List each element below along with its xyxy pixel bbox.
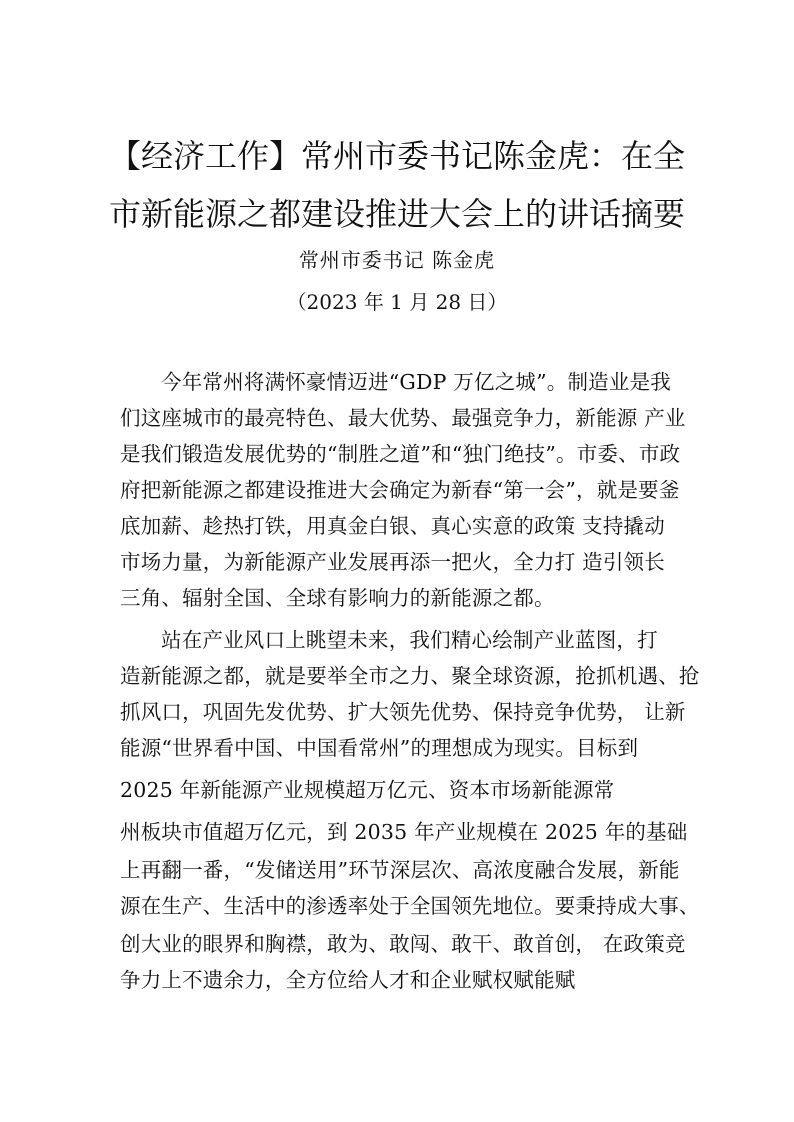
body-line: 市场力量，为新能源产业发展再添一把火，全力打 造引领长 (120, 550, 665, 574)
body-line: 三角、辐射全国、全球有影响力的新能源之都。 (120, 586, 555, 610)
body-line: 是我们锻造发展优势的“制胜之道”和“独门绝技”。市委、市政 (120, 442, 681, 466)
body-line: 2025 年新能源产业规模超万亿元、资本市场新能源常 (120, 778, 615, 802)
body-line: 造新能源之都，就是要举全市之力、聚全球资源，抢抓机遇、抢 (120, 664, 700, 688)
document-date: （2023 年 1 月 28 日） (286, 290, 508, 314)
body-line: 能源“世界看中国、中国看常州”的理想成为现实。目标到 (120, 736, 639, 760)
body-line: 上再翻一番，“发储送用”环节深层次、高浓度融合发展，新能 (120, 858, 680, 882)
body-line: 们这座城市的最亮特色、最大优势、最强竞争力，新能源 产业 (120, 406, 686, 430)
document-author: 常州市委书记 陈金虎 (298, 248, 496, 272)
body-line: 底加薪、趁热打铁，用真金白银、真心实意的政策 支持撬动 (120, 514, 665, 538)
body-line: 府把新能源之都建设推进大会确定为新春“第一会”，就是要釜 (120, 478, 680, 502)
document-title-line-1: 【经济工作】常州市委书记陈金虎：在全 (108, 137, 685, 175)
body-line: 争力上不遗余力，全方位给人才和企业赋权赋能赋 (120, 968, 576, 992)
document-title-line-2: 市新能源之都建设推进大会上的讲话摘要 (108, 195, 685, 233)
body-line: 抓风口，巩固先发优势、扩大领先优势、保持竞争优势， 让新 (120, 700, 686, 724)
body-line: 源在生产、生活中的渗透率处于全国领先地位。要秉持成大事、 (120, 894, 700, 918)
body-line: 今年常州将满怀豪情迈进“GDP 万亿之城”。制造业是我 (161, 370, 671, 394)
body-line: 创大业的眼界和胸襟，敢为、敢闯、敢干、敢首创， 在政策竞 (120, 932, 686, 956)
body-line: 站在产业风口上眺望未来，我们精心绘制产业蓝图，打 (161, 628, 658, 652)
body-line: 州板块市值超万亿元，到 2035 年产业规模在 2025 年的基础 (120, 820, 688, 844)
